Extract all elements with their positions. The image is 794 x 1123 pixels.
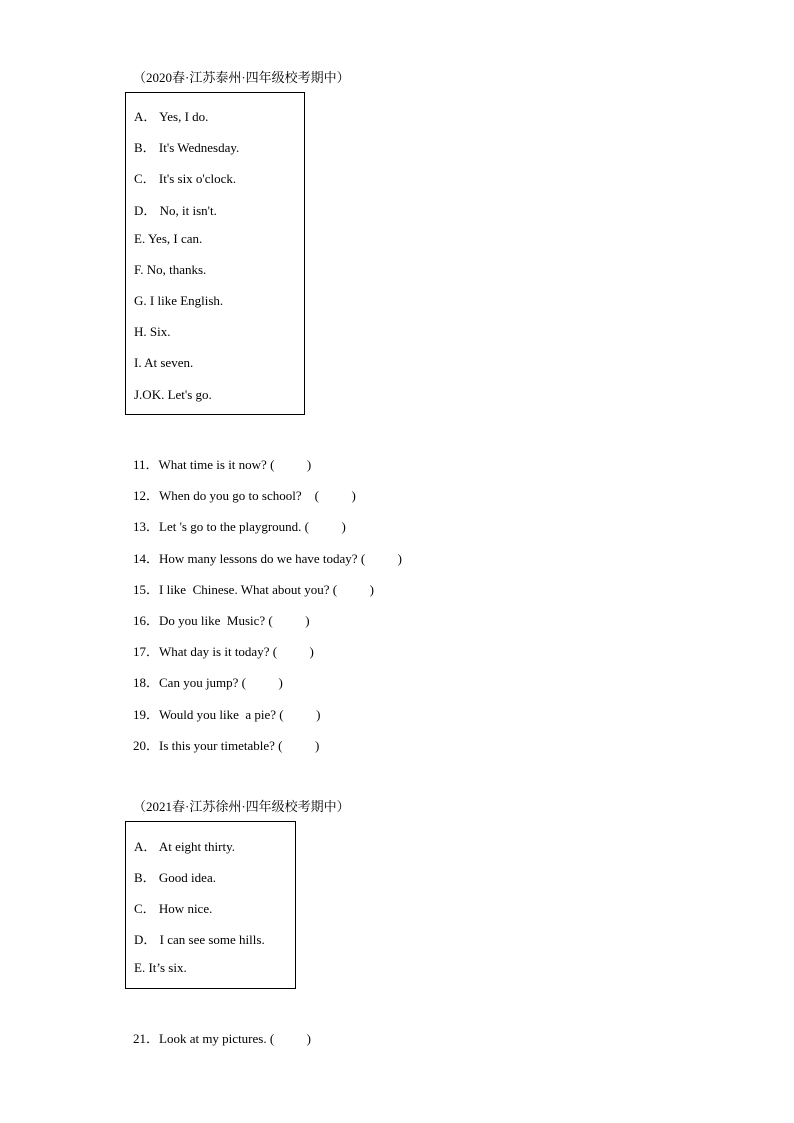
question-20: 20．Is this your timetable? ( )	[133, 738, 320, 753]
question-18: 18．Can you jump? ( )	[133, 675, 283, 690]
question-12: 12．When do you go to school? ( )	[133, 488, 356, 503]
section-1-options-box	[125, 92, 305, 415]
question-16: 16．Do you like Music? ( )	[133, 613, 310, 628]
question-17: 17．What day is it today? ( )	[133, 644, 314, 659]
option-d: D． I can see some hills.	[134, 932, 265, 947]
question-21: 21．Look at my pictures. ( )	[133, 1031, 311, 1046]
option-h: H. Six.	[134, 324, 171, 339]
question-15: 15．I like Chinese. What about you? ( )	[133, 582, 374, 597]
option-i: I. At seven.	[134, 355, 194, 370]
option-d: D． No, it isn't.	[134, 203, 217, 218]
section-2-options-box	[125, 821, 296, 989]
option-j: J.OK. Let's go.	[134, 387, 212, 402]
option-c: C． It's six o'clock.	[134, 171, 237, 186]
option-c: C． How nice.	[134, 901, 213, 916]
option-f: F. No, thanks.	[134, 262, 207, 277]
option-b: B． Good idea.	[134, 870, 216, 885]
option-e: E. It’s six.	[134, 960, 187, 975]
section-1-source: （2020春·江苏泰州·四年级校考期中）	[133, 70, 350, 85]
section-2-source: （2021春·江苏徐州·四年级校考期中）	[133, 799, 350, 814]
question-11: 11．What time is it now? ( )	[133, 457, 312, 472]
option-e: E. Yes, I can.	[134, 231, 203, 246]
option-a: A． Yes, I do.	[134, 109, 209, 124]
option-a: A． At eight thirty.	[134, 839, 235, 854]
question-14: 14．How many lessons do we have today? ( )	[133, 551, 402, 566]
question-13: 13．Let 's go to the playground. ( )	[133, 519, 346, 534]
option-b: B． It's Wednesday.	[134, 140, 240, 155]
option-g: G. I like English.	[134, 293, 224, 308]
question-19: 19．Would you like a pie? ( )	[133, 707, 321, 722]
